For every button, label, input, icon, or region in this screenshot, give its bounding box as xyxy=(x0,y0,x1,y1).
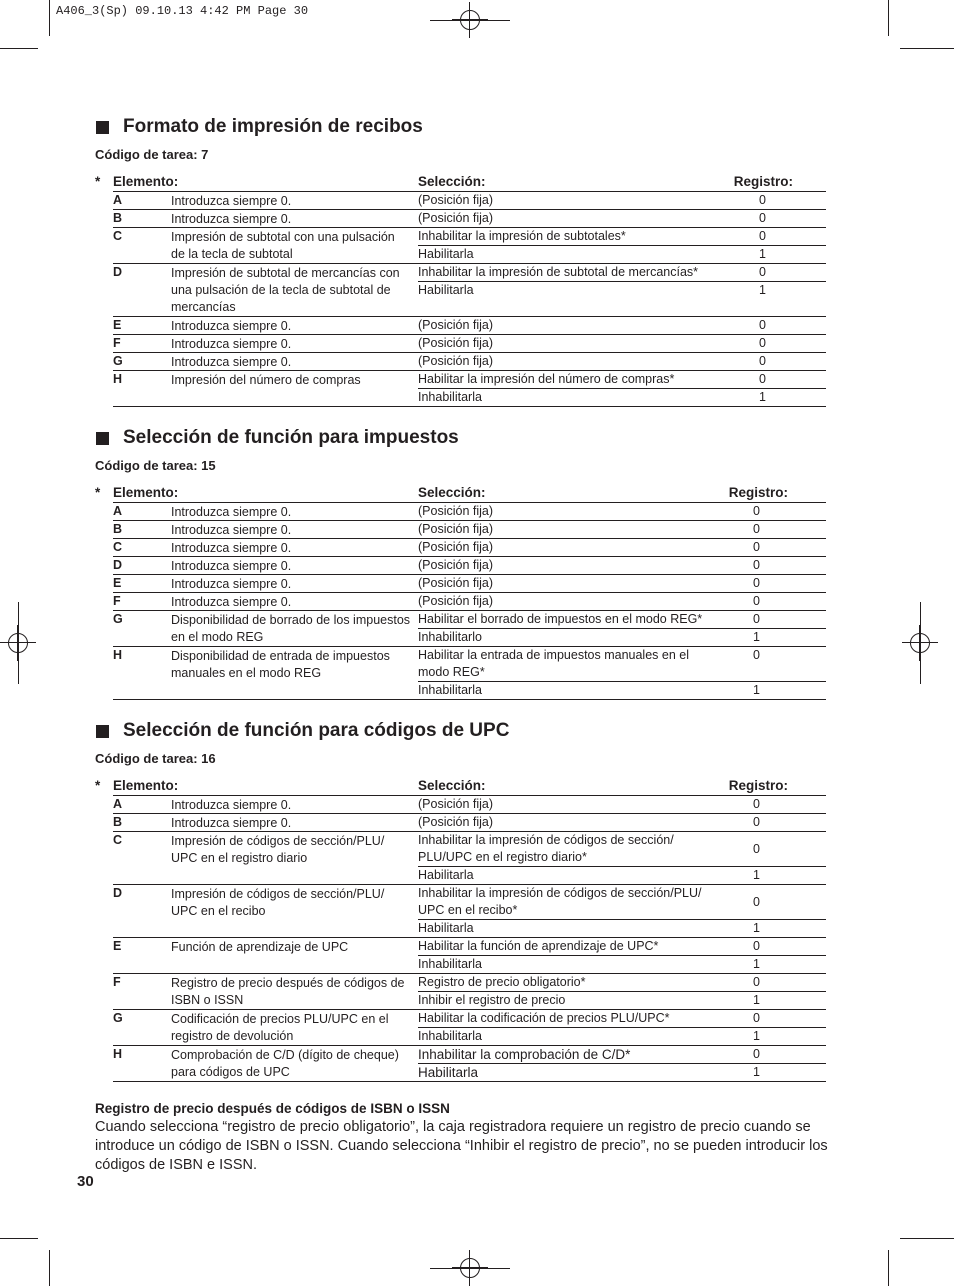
selection-label: Inhabilitarla xyxy=(418,957,482,971)
crop-mark xyxy=(0,1238,38,1239)
selection-option xyxy=(418,867,826,884)
row-letter: H xyxy=(113,1047,123,1061)
selection-label: Inhabilitarla xyxy=(418,1029,482,1043)
selection-option xyxy=(418,264,826,282)
selection-option xyxy=(418,246,826,263)
element-description: Introduzca siempre 0. xyxy=(171,559,292,573)
element-description: Introduzca siempre 0. xyxy=(171,541,292,555)
selection-label: Habilitar el borrado de impuestos en el modo REG* xyxy=(418,612,703,626)
row-letter: B xyxy=(113,522,123,536)
register-value: 0 xyxy=(753,1047,760,1061)
table-row xyxy=(113,611,826,647)
table-row xyxy=(113,353,826,371)
row-letter: F xyxy=(113,594,121,608)
printer-slug: A406_3(Sp) 09.10.13 4:42 PM Page 30 xyxy=(56,4,309,18)
register-value: 1 xyxy=(753,1065,760,1079)
selection-label: Registro de precio obligatorio* xyxy=(418,975,586,989)
selection-label: Inhabilitarla xyxy=(418,390,482,404)
selection-option xyxy=(418,1028,826,1045)
job-code: Código de tarea: 16 xyxy=(95,751,216,766)
table-header: * Elemento: Selección: Registro: xyxy=(113,485,826,503)
selection-option xyxy=(418,228,826,246)
register-value: 0 xyxy=(753,540,760,554)
selection-label: Habilitar la impresión del número de compras* xyxy=(418,372,675,386)
register-value: 1 xyxy=(753,921,760,935)
settings-table xyxy=(95,485,826,700)
table-header: * Elemento: Selección: Registro: xyxy=(113,778,826,796)
selection-option xyxy=(418,814,826,831)
selection-label: Inhabilitar la comprobación de C/D* xyxy=(418,1047,631,1062)
element-description: Disponibilidad de borrado de los impuestos en el modo REG xyxy=(171,613,411,644)
table-header: * Elemento: Selección: Registro: xyxy=(113,174,826,192)
selection-list xyxy=(418,611,826,646)
register-value: 0 xyxy=(753,797,760,811)
selection-option xyxy=(418,557,826,574)
table-row xyxy=(113,539,826,557)
element-description: Introduzca siempre 0. xyxy=(171,319,292,333)
selection-list xyxy=(418,974,826,1009)
selection-option xyxy=(418,938,826,956)
table-row xyxy=(113,521,826,539)
selection-list xyxy=(418,353,826,370)
table-row xyxy=(113,371,826,407)
element-description: Codificación de precios PLU/UPC en el registro de devolución xyxy=(171,1012,389,1043)
register-value: 1 xyxy=(759,390,766,404)
element-description: Comprobación de C/D (dígito de cheque) para códigos de UPC xyxy=(171,1048,399,1079)
selection-list xyxy=(418,1010,826,1045)
element-description: Introduzca siempre 0. xyxy=(171,355,292,369)
selection-option xyxy=(418,611,826,629)
register-value: 0 xyxy=(753,576,760,590)
selection-list xyxy=(418,796,826,813)
selection-label: (Posición fija) xyxy=(418,211,494,225)
selection-list xyxy=(418,575,826,592)
selection-list xyxy=(418,647,826,699)
element-description: Impresión de códigos de sección/PLU/ UPC en el registro diario xyxy=(171,834,385,865)
row-letter: F xyxy=(113,336,121,350)
crop-mark xyxy=(0,48,38,49)
table-row xyxy=(113,1010,826,1046)
table-row xyxy=(113,974,826,1010)
table-row xyxy=(113,593,826,611)
selection-option xyxy=(418,192,826,209)
selection-label: Inhabilitar la impresión de subtotal de mercancías* xyxy=(418,265,699,279)
selection-option xyxy=(418,974,826,992)
section-title: Formato de impresión de recibos xyxy=(96,115,826,139)
crop-mark xyxy=(900,1238,954,1239)
register-value: 0 xyxy=(759,336,766,350)
section-tax-function xyxy=(95,426,826,700)
selection-label: (Posición fija) xyxy=(418,815,494,829)
register-value: 1 xyxy=(753,630,760,644)
selection-option xyxy=(418,335,826,352)
registration-line xyxy=(430,20,510,21)
selection-option xyxy=(418,885,826,920)
selection-option xyxy=(418,539,826,556)
row-letter: E xyxy=(113,576,122,590)
register-value: 0 xyxy=(753,841,760,856)
row-letter: A xyxy=(113,797,123,811)
selection-label: Inhabilitarla xyxy=(418,683,482,697)
selection-option xyxy=(418,353,826,370)
selection-option xyxy=(418,593,826,610)
register-value: 0 xyxy=(759,318,766,332)
selection-list xyxy=(418,192,826,209)
register-value: 0 xyxy=(759,354,766,368)
table-row xyxy=(113,885,826,938)
selection-label: (Posición fija) xyxy=(418,797,494,811)
selection-label: Inhibir el registro de precio xyxy=(418,993,566,1007)
table-row xyxy=(113,503,826,521)
selection-label: Inhabilitar la impresión de subtotales* xyxy=(418,229,626,243)
registration-line xyxy=(18,602,19,684)
selection-label: Habilitar la función de aprendizaje de UPC* xyxy=(418,939,659,953)
element-description: Introduzca siempre 0. xyxy=(171,212,292,226)
register-value: 0 xyxy=(753,648,760,662)
selection-option xyxy=(418,647,826,682)
selection-list xyxy=(418,335,826,352)
row-letter: E xyxy=(113,318,122,332)
row-letter: B xyxy=(113,815,123,829)
register-value: 0 xyxy=(759,229,766,243)
element-description: Introduzca siempre 0. xyxy=(171,523,292,537)
selection-label: (Posición fija) xyxy=(418,354,494,368)
row-letter: E xyxy=(113,939,122,953)
element-description: Introduzca siempre 0. xyxy=(171,816,292,830)
registration-line xyxy=(430,1268,510,1269)
registration-line xyxy=(920,602,921,684)
selection-label: (Posición fija) xyxy=(418,504,494,518)
selection-list xyxy=(418,814,826,831)
register-value: 0 xyxy=(753,522,760,536)
table-row xyxy=(113,317,826,335)
register-value: 0 xyxy=(753,594,760,608)
selection-option xyxy=(418,503,826,520)
settings-table xyxy=(95,174,826,407)
table-row xyxy=(113,228,826,264)
selection-list xyxy=(418,885,826,937)
note-title: Registro de precio después de códigos de ISBN o ISSN xyxy=(95,1101,450,1116)
selection-option xyxy=(418,389,826,406)
selection-list xyxy=(418,832,826,884)
crop-mark xyxy=(900,48,954,49)
selection-label: Habilitarla xyxy=(418,921,474,935)
selection-label: (Posición fija) xyxy=(418,594,494,608)
selection-option xyxy=(418,371,826,389)
job-code: Código de tarea: 15 xyxy=(95,458,216,473)
register-value: 1 xyxy=(753,868,760,882)
element-description: Introduzca siempre 0. xyxy=(171,798,292,812)
crop-mark xyxy=(888,0,889,36)
row-letter: C xyxy=(113,833,123,847)
crop-mark xyxy=(49,0,50,36)
table-row xyxy=(113,938,826,974)
table-row xyxy=(113,832,826,885)
row-letter: D xyxy=(113,886,123,900)
selection-label: (Posición fija) xyxy=(418,318,494,332)
row-letter: C xyxy=(113,229,123,243)
element-description: Introduzca siempre 0. xyxy=(171,595,292,609)
row-letter: G xyxy=(113,612,123,626)
selection-list xyxy=(418,593,826,610)
selection-option xyxy=(418,682,826,699)
selection-option xyxy=(418,629,826,646)
row-letter: G xyxy=(113,1011,123,1025)
table-row xyxy=(113,557,826,575)
selection-list xyxy=(418,503,826,520)
row-letter: A xyxy=(113,193,123,207)
page-number: 30 xyxy=(77,1173,94,1190)
row-letter: C xyxy=(113,540,123,554)
selection-option xyxy=(418,1046,826,1064)
section-title: Selección de función para códigos de UPC xyxy=(96,719,826,743)
row-letter: D xyxy=(113,558,123,572)
register-value: 1 xyxy=(753,1029,760,1043)
element-description: Impresión de subtotal con una pulsación de la tecla de subtotal xyxy=(171,230,395,261)
element-description: Introduzca siempre 0. xyxy=(171,337,292,351)
note-isbn-issn xyxy=(95,1099,830,1175)
register-value: 0 xyxy=(759,193,766,207)
crop-mark xyxy=(49,1250,50,1286)
register-value: 0 xyxy=(759,265,766,279)
register-value: 0 xyxy=(753,894,760,909)
register-value: 0 xyxy=(753,504,760,518)
selection-label: Habilitarla xyxy=(418,247,474,261)
table-row xyxy=(113,647,826,700)
table-row xyxy=(113,814,826,832)
element-description: Impresión de subtotal de mercancías con una pulsación de la tecla de subtotal de mercancías xyxy=(171,266,400,314)
register-value: 0 xyxy=(753,939,760,953)
selection-list xyxy=(418,264,826,299)
selection-label: Inhabilitarlo xyxy=(418,630,482,644)
selection-option xyxy=(418,1010,826,1028)
table-row xyxy=(113,796,826,814)
row-letter: H xyxy=(113,372,123,386)
table-row xyxy=(113,192,826,210)
settings-table xyxy=(95,778,826,1082)
table-row xyxy=(113,264,826,317)
register-value: 0 xyxy=(753,975,760,989)
element-description: Función de aprendizaje de UPC xyxy=(171,940,349,954)
row-letter: G xyxy=(113,354,123,368)
selection-option xyxy=(418,282,826,299)
selection-label: (Posición fija) xyxy=(418,336,494,350)
register-value: 1 xyxy=(753,957,760,971)
element-description: Disponibilidad de entrada de impuestos manuales en el modo REG xyxy=(171,649,390,680)
selection-option xyxy=(418,796,826,813)
selection-label: Habilitarla xyxy=(418,868,474,882)
selection-list xyxy=(418,228,826,263)
selection-label: Inhabilitar la impresión de códigos de sección/ PLU/UPC en el registro diario* xyxy=(418,833,674,864)
selection-label: (Posición fija) xyxy=(418,540,494,554)
row-letter: D xyxy=(113,265,123,279)
row-letter: H xyxy=(113,648,123,662)
selection-label: Habilitar la entrada de impuestos manuales en el modo REG* xyxy=(418,648,689,679)
element-description: Introduzca siempre 0. xyxy=(171,505,292,519)
selection-option xyxy=(418,1064,826,1081)
selection-option xyxy=(418,317,826,334)
element-description: Impresión de códigos de sección/PLU/ UPC en el recibo xyxy=(171,887,385,918)
row-letter: F xyxy=(113,975,121,989)
selection-list xyxy=(418,539,826,556)
register-value: 0 xyxy=(759,211,766,225)
selection-label: Inhabilitar la impresión de códigos de sección/PLU/ UPC en el recibo* xyxy=(418,886,702,917)
register-value: 1 xyxy=(753,993,760,1007)
selection-label: (Posición fija) xyxy=(418,558,494,572)
job-code: Código de tarea: 7 xyxy=(95,147,209,162)
register-value: 0 xyxy=(753,815,760,829)
register-value: 0 xyxy=(753,1011,760,1025)
selection-option xyxy=(418,575,826,592)
selection-list xyxy=(418,1046,826,1081)
selection-list xyxy=(418,938,826,973)
register-value: 1 xyxy=(759,247,766,261)
selection-label: Habilitarla xyxy=(418,283,474,297)
square-bullet-icon xyxy=(96,725,109,738)
selection-list xyxy=(418,317,826,334)
selection-label: (Posición fija) xyxy=(418,193,494,207)
note-body: Cuando selecciona “registro de precio obligatorio”, la caja registradora requiere un registro de precio cuando se introduce un código de ISBN o ISSN. Cuando selecciona “Inhibir el registro de precio”, no se pueden introducir los códigos de ISBN e ISSN. xyxy=(95,1119,828,1173)
selection-option xyxy=(418,992,826,1009)
register-value: 1 xyxy=(753,683,760,697)
table-row xyxy=(113,210,826,228)
table-row xyxy=(113,1046,826,1082)
selection-label: (Posición fija) xyxy=(418,576,494,590)
crop-mark xyxy=(888,1250,889,1286)
section-title: Selección de función para impuestos xyxy=(96,426,826,450)
selection-option xyxy=(418,832,826,867)
square-bullet-icon xyxy=(96,121,109,134)
selection-label: (Posición fija) xyxy=(418,522,494,536)
selection-option xyxy=(418,210,826,227)
selection-label: Habilitar la codificación de precios PLU/UPC* xyxy=(418,1011,670,1025)
selection-option xyxy=(418,956,826,973)
row-letter: A xyxy=(113,504,123,518)
element-description: Introduzca siempre 0. xyxy=(171,577,292,591)
register-value: 0 xyxy=(759,372,766,386)
table-row xyxy=(113,575,826,593)
table-row xyxy=(113,335,826,353)
selection-option xyxy=(418,920,826,937)
section-upc-function xyxy=(95,719,826,1082)
row-letter: B xyxy=(113,211,123,225)
register-value: 0 xyxy=(753,612,760,626)
element-description: Registro de precio después de códigos de ISBN o ISSN xyxy=(171,976,405,1007)
selection-list xyxy=(418,557,826,574)
selection-option xyxy=(418,521,826,538)
square-bullet-icon xyxy=(96,432,109,445)
register-value: 1 xyxy=(759,283,766,297)
selection-list xyxy=(418,521,826,538)
section-receipt-format xyxy=(95,115,826,407)
selection-label: Habilitarla xyxy=(418,1065,479,1080)
selection-list xyxy=(418,371,826,406)
element-description: Impresión del número de compras xyxy=(171,373,361,387)
register-value: 0 xyxy=(753,558,760,572)
element-description: Introduzca siempre 0. xyxy=(171,194,292,208)
selection-list xyxy=(418,210,826,227)
